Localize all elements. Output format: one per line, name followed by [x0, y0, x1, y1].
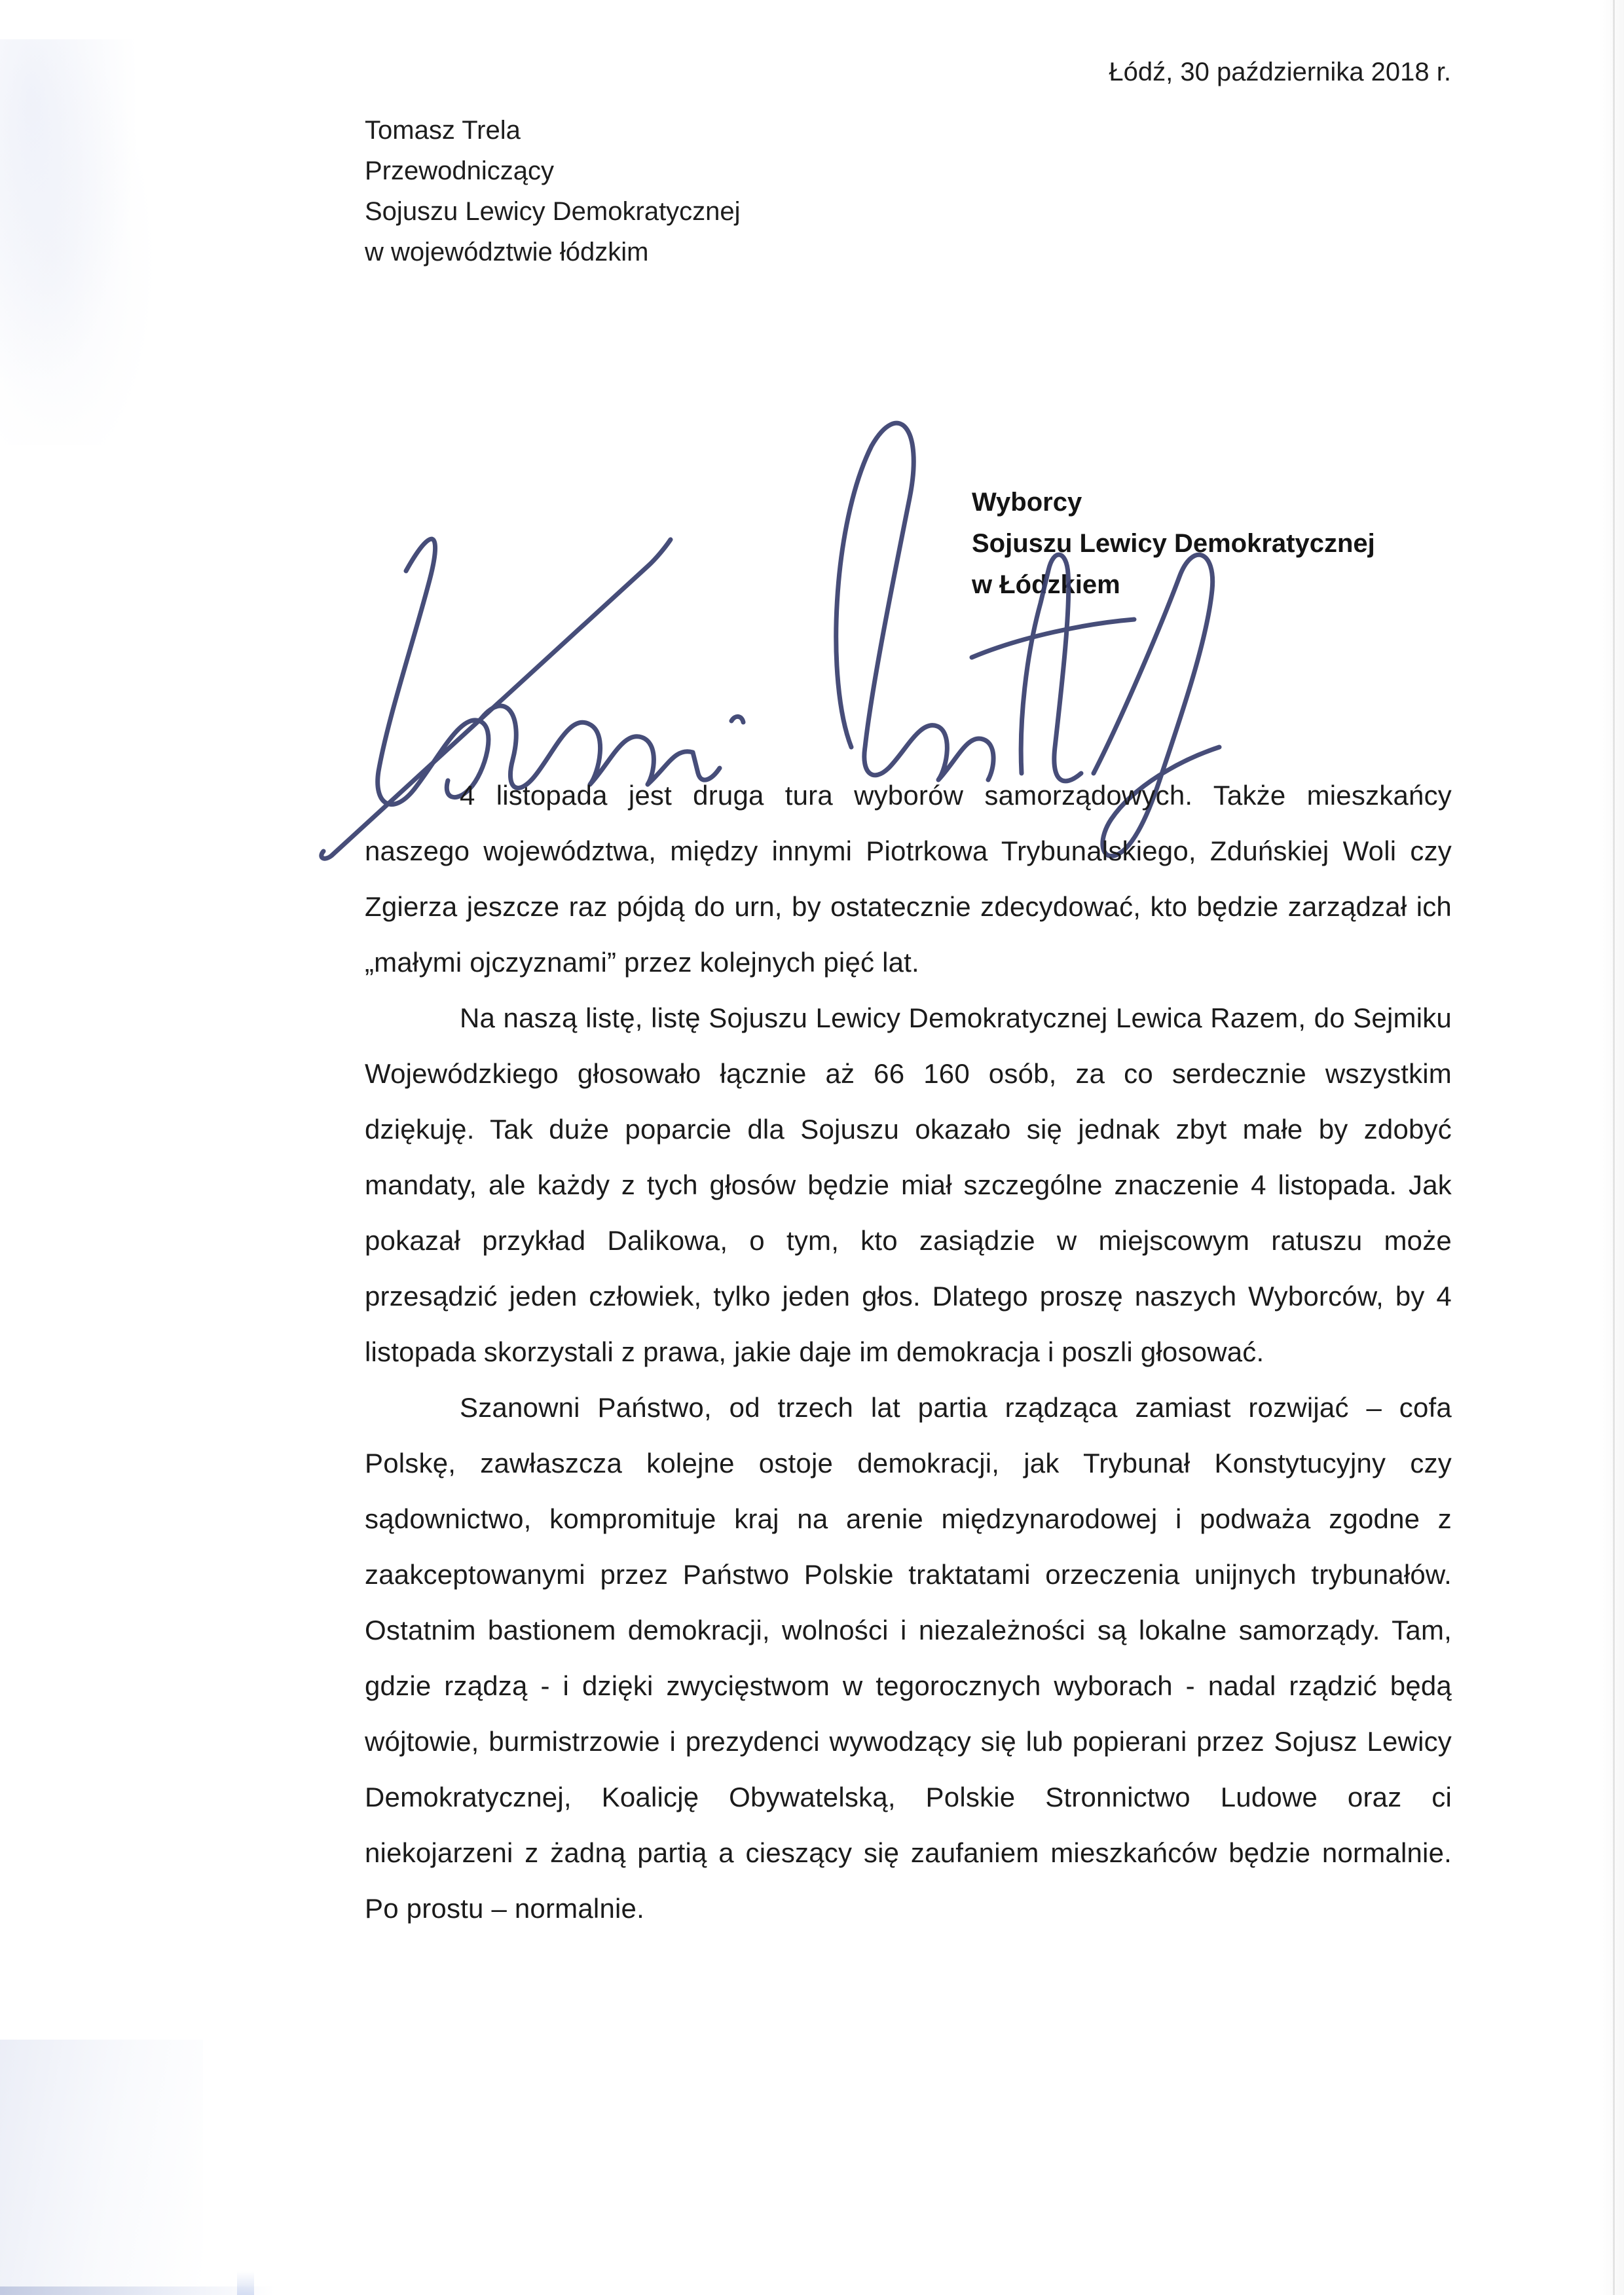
signature-stroke-word2 — [836, 423, 1081, 781]
scan-artifact-bottom-blue-mark — [237, 2271, 254, 2295]
sender-organization-line2: w województwie łódzkim — [365, 238, 649, 266]
scan-artifact-right-edge-shadow — [1598, 0, 1624, 2295]
scan-artifact-bottom-streak — [0, 2286, 275, 2295]
body-paragraph-1: 4 listopada jest druga tura wyborów samorządowych. Także mieszkańcy naszego województwa, między innymi Piotrkowa Trybunalskiego, Zduńskiej Woli czy Zgierza jeszcze raz pójdą do urn, by ostatecznie zdecydować, kto będzie zarządzał ich „małymi ojczyznami” przez kolejnych pięć lat. — [365, 780, 1452, 978]
sender-organization-line1: Sojuszu Lewicy Demokratycznej — [365, 197, 741, 226]
letter-body — [365, 767, 1452, 1936]
sender-name: Tomasz Trela — [365, 116, 521, 145]
scan-artifact-top-left-noise — [0, 39, 157, 445]
body-paragraph-3: Szanowni Państwo, od trzech lat partia rządząca zamiast rozwijać – cofa Polskę, zawłaszcza kolejne ostoje demokracji, jak Trybunał Konstytucyjny czy sądownictwo, kompromituje kraj na arenie międzynarodowej i podważa zgodne z zaakceptowanymi przez Państwo Polskie traktatami orzeczenia unijnych trybunałów. Ostatnim bastionem demokracji, wolności i niezależności są lokalne samorządy. Tam, gdzie rządzą - i dzięki zwycięstwom w tegorocznych wyborach - nadal rządzić będą wójtowie, burmistrzowie i prezydenci wywodzący się lub popierani przez Sojusz Lewicy Demokratycznej, Koalicję Obywatelską, Polskie Stronnictwo Ludowe oraz ci niekojarzeni z żadną partią a cieszący się zaufaniem mieszkańców będzie normalnie. Po prostu – normalnie. — [365, 1392, 1452, 1924]
scan-artifact-bottom-left-wash — [0, 2040, 203, 2295]
body-paragraph-2: Na naszą listę, listę Sojuszu Lewicy Demokratycznej Lewica Razem, do Sejmiku Wojewódzkiego głosowało łącznie aż 66 160 osób, za co serdecznie wszystkim dziękuję. Tak duże poparcie dla Sojuszu okazało się jednak zbyt małe by zdobyć mandaty, ale każdy z tych głosów będzie miał szczególne znaczenie 4 listopada. Jak pokazał przykład Dalikowa, o tym, kto zasiądzie w miejscowym ratuszu może przesądzić jeden człowiek, tylko jeden głos. Dlatego proszę naszych Wyborców, by 4 listopada skorzystali z prawa, jakie daje im demokracja i poszli głosować. — [365, 1002, 1452, 1367]
sender-block — [365, 110, 741, 272]
scan-artifact-right-edge-line — [1613, 0, 1615, 2295]
addressee-line1: Wyborcy — [972, 488, 1082, 517]
addressee-line3: w Łódzkiem — [972, 570, 1120, 599]
signature-stroke-crossbar — [972, 619, 1134, 657]
sender-title: Przewodniczący — [365, 156, 555, 185]
addressee-line2: Sojuszu Lewicy Demokratycznej — [972, 529, 1375, 558]
letter-date: Łódź, 30 października 2018 r. — [1109, 58, 1451, 86]
signature-stroke-word1 — [378, 539, 743, 804]
